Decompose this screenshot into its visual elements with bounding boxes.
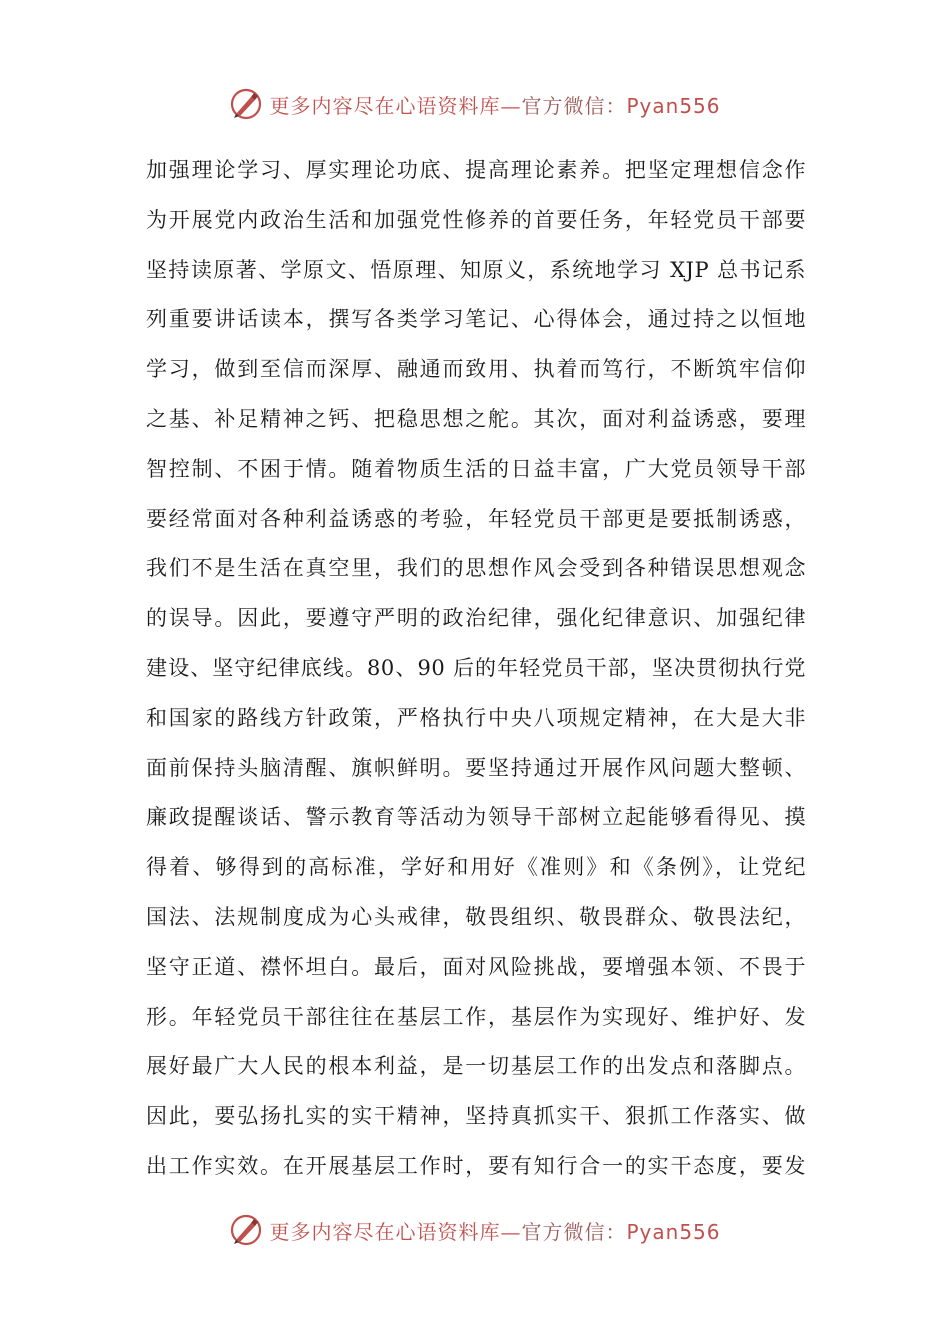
text-line: 我们不是生活在真空里，我们的思想作风会受到各种错误思想观念 [146, 556, 806, 581]
text-line: 智控制、不困于情。随着物质生活的日益丰富，广大党员领导干部 [146, 456, 806, 481]
text-line: 面前保持头脑清醒、旗帜鲜明。要坚持通过开展作风问题大整顿、 [146, 755, 806, 780]
pen-logo-icon [229, 1213, 263, 1247]
text-line: 得着、够得到的高标准，学好和用好《准则》和《条例》，让党纪 [146, 855, 806, 880]
banner-wechat-label: 官方微信： [521, 93, 627, 118]
text-line: 加强理论学习、厚实理论功底、提高理论素养。把坚定理想信念作 [146, 158, 806, 182]
text-line: 为开展党内政治生活和加强党性修养的首要任务，年轻党员干部要 [146, 207, 806, 232]
banner-text [269, 1216, 720, 1245]
text-line: 形。年轻党员干部往往在基层工作，基层作为实现好、维护好、发 [146, 1004, 806, 1029]
text-line: 和国家的路线方针政策，严格执行中央八项规定精神，在大是大非 [146, 705, 806, 730]
text-line: 要经常面对各种利益诱惑的考验，年轻党员干部更是要抵制诱惑， [146, 506, 806, 531]
text-line: 的误导。因此，要遵守严明的政治纪律，强化纪律意识、加强纪律 [146, 606, 806, 631]
text-line: 国法、法规制度成为心头戒律，敬畏组织、敬畏群众、敬畏法纪， [146, 904, 806, 929]
banner-wechat-id: Pyan556 [626, 93, 721, 118]
banner-text [269, 90, 720, 119]
banner-wechat-label: 官方微信： [521, 1219, 627, 1244]
body-paragraph [146, 146, 806, 1192]
text-line: 坚持读原著、学原文、悟原理、知原义，系统地学习 XJP 总书记系 [146, 257, 806, 282]
banner-main-text: 更多内容尽在心语资料库 [269, 1219, 501, 1244]
text-line: 展好最广大人民的根本利益，是一切基层工作的出发点和落脚点。 [146, 1054, 806, 1079]
text-line: 坚守正道、襟怀坦白。最后，面对风险挑战，要增强本领、不畏于 [146, 954, 806, 979]
banner-wechat-id: Pyan556 [626, 1219, 721, 1244]
header-watermark-banner [0, 84, 950, 124]
banner-dash: — [500, 93, 522, 118]
text-line: 之基、补足精神之钙、把稳思想之舵。其次，面对利益诱惑，要理 [146, 406, 806, 431]
pen-logo-icon [229, 87, 263, 121]
banner-main-text: 更多内容尽在心语资料库 [269, 93, 501, 118]
text-line: 列重要讲话读本，撰写各类学习笔记、心得体会，通过持之以恒地 [146, 307, 806, 332]
banner-dash: — [500, 1219, 522, 1244]
footer-watermark-banner [0, 1210, 950, 1250]
text-line: 因此，要弘扬扎实的实干精神，坚持真抓实干、狠抓工作落实、做 [146, 1104, 806, 1129]
text-line: 出工作实效。在开展基层工作时，要有知行合一的实干态度，要发 [146, 1153, 806, 1178]
text-line: 建设、坚守纪律底线。80、90 后的年轻党员干部，坚决贯彻执行党 [146, 655, 806, 680]
text-line: 学习，做到至信而深厚、融通而致用、执着而笃行，不断筑牢信仰 [146, 357, 806, 382]
text-line: 廉政提醒谈话、警示教育等活动为领导干部树立起能够看得见、摸 [146, 805, 806, 830]
